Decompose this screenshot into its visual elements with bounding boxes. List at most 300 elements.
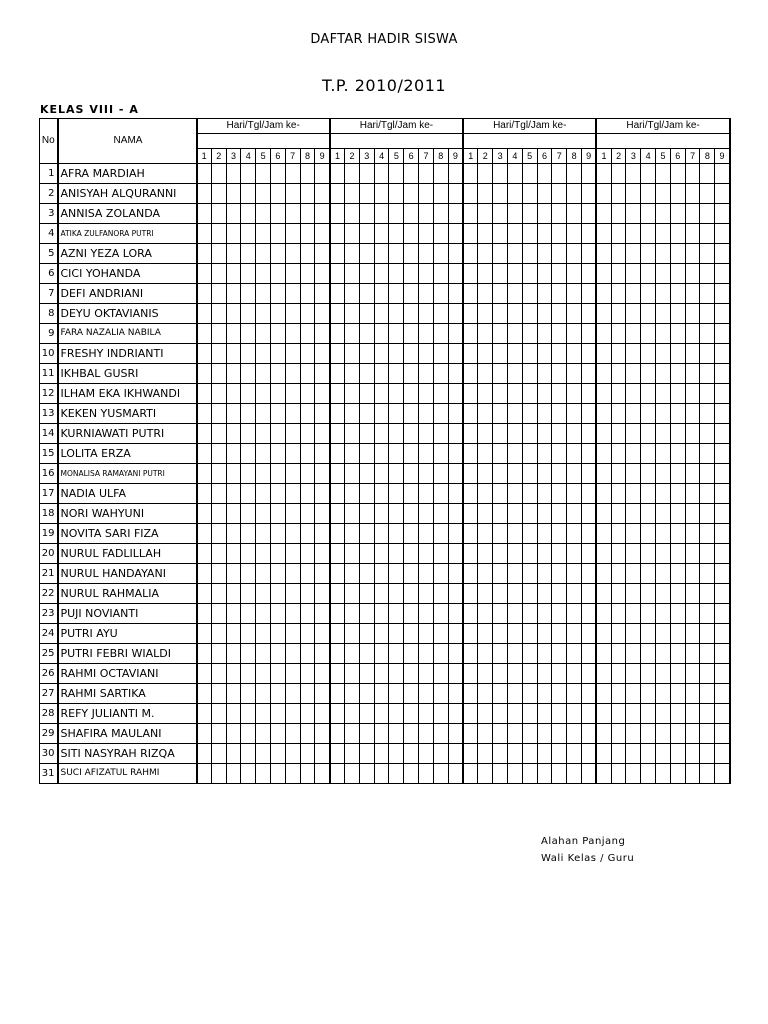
attendance-cell[interactable] — [345, 464, 360, 484]
attendance-cell[interactable] — [404, 184, 419, 204]
attendance-cell[interactable] — [241, 244, 256, 264]
attendance-cell[interactable] — [241, 664, 256, 684]
attendance-cell[interactable] — [596, 384, 611, 404]
attendance-cell[interactable] — [270, 264, 285, 284]
attendance-cell[interactable] — [715, 584, 730, 604]
attendance-cell[interactable] — [448, 684, 463, 704]
attendance-cell[interactable] — [552, 304, 567, 324]
attendance-cell[interactable] — [656, 644, 671, 664]
attendance-cell[interactable] — [700, 604, 715, 624]
attendance-cell[interactable] — [670, 624, 685, 644]
attendance-cell[interactable] — [345, 624, 360, 644]
attendance-cell[interactable] — [581, 384, 596, 404]
attendance-cell[interactable] — [656, 464, 671, 484]
attendance-cell[interactable] — [493, 304, 508, 324]
attendance-cell[interactable] — [345, 684, 360, 704]
attendance-cell[interactable] — [656, 524, 671, 544]
attendance-cell[interactable] — [715, 484, 730, 504]
attendance-cell[interactable] — [567, 184, 582, 204]
attendance-cell[interactable] — [493, 344, 508, 364]
attendance-cell[interactable] — [463, 484, 478, 504]
attendance-cell[interactable] — [567, 204, 582, 224]
attendance-cell[interactable] — [656, 364, 671, 384]
attendance-cell[interactable] — [197, 484, 212, 504]
attendance-cell[interactable] — [626, 384, 641, 404]
attendance-cell[interactable] — [345, 724, 360, 744]
attendance-cell[interactable] — [463, 204, 478, 224]
attendance-cell[interactable] — [670, 764, 685, 784]
attendance-cell[interactable] — [359, 704, 374, 724]
attendance-cell[interactable] — [567, 384, 582, 404]
attendance-cell[interactable] — [374, 644, 389, 664]
attendance-cell[interactable] — [463, 384, 478, 404]
attendance-cell[interactable] — [315, 204, 330, 224]
attendance-cell[interactable] — [270, 604, 285, 624]
attendance-cell[interactable] — [330, 204, 345, 224]
attendance-cell[interactable] — [463, 644, 478, 664]
attendance-cell[interactable] — [611, 664, 626, 684]
attendance-cell[interactable] — [478, 704, 493, 724]
attendance-cell[interactable] — [537, 724, 552, 744]
attendance-cell[interactable] — [507, 764, 522, 784]
attendance-cell[interactable] — [211, 284, 226, 304]
attendance-cell[interactable] — [404, 624, 419, 644]
attendance-cell[interactable] — [315, 744, 330, 764]
attendance-cell[interactable] — [478, 224, 493, 244]
attendance-cell[interactable] — [256, 304, 271, 324]
attendance-cell[interactable] — [611, 424, 626, 444]
attendance-cell[interactable] — [389, 564, 404, 584]
attendance-cell[interactable] — [448, 724, 463, 744]
attendance-cell[interactable] — [478, 764, 493, 784]
attendance-cell[interactable] — [315, 524, 330, 544]
attendance-cell[interactable] — [611, 464, 626, 484]
attendance-cell[interactable] — [359, 624, 374, 644]
attendance-cell[interactable] — [493, 684, 508, 704]
attendance-cell[interactable] — [641, 444, 656, 464]
attendance-cell[interactable] — [330, 524, 345, 544]
attendance-cell[interactable] — [700, 684, 715, 704]
attendance-cell[interactable] — [345, 444, 360, 464]
attendance-cell[interactable] — [596, 204, 611, 224]
attendance-cell[interactable] — [478, 644, 493, 664]
attendance-cell[interactable] — [404, 604, 419, 624]
attendance-cell[interactable] — [685, 304, 700, 324]
attendance-cell[interactable] — [241, 224, 256, 244]
attendance-cell[interactable] — [419, 284, 434, 304]
attendance-cell[interactable] — [522, 204, 537, 224]
attendance-cell[interactable] — [478, 204, 493, 224]
attendance-cell[interactable] — [641, 204, 656, 224]
attendance-cell[interactable] — [448, 184, 463, 204]
attendance-cell[interactable] — [641, 604, 656, 624]
attendance-cell[interactable] — [433, 704, 448, 724]
attendance-cell[interactable] — [685, 664, 700, 684]
attendance-cell[interactable] — [241, 704, 256, 724]
attendance-cell[interactable] — [522, 524, 537, 544]
attendance-cell[interactable] — [522, 464, 537, 484]
attendance-cell[interactable] — [700, 164, 715, 184]
attendance-cell[interactable] — [581, 284, 596, 304]
attendance-cell[interactable] — [522, 664, 537, 684]
attendance-cell[interactable] — [567, 324, 582, 344]
attendance-cell[interactable] — [419, 544, 434, 564]
attendance-cell[interactable] — [715, 624, 730, 644]
attendance-cell[interactable] — [670, 324, 685, 344]
attendance-cell[interactable] — [715, 264, 730, 284]
attendance-cell[interactable] — [433, 184, 448, 204]
attendance-cell[interactable] — [596, 344, 611, 364]
attendance-cell[interactable] — [641, 584, 656, 604]
attendance-cell[interactable] — [552, 344, 567, 364]
attendance-cell[interactable] — [359, 604, 374, 624]
attendance-cell[interactable] — [507, 344, 522, 364]
attendance-cell[interactable] — [315, 324, 330, 344]
attendance-cell[interactable] — [345, 244, 360, 264]
attendance-cell[interactable] — [330, 624, 345, 644]
attendance-cell[interactable] — [256, 424, 271, 444]
attendance-cell[interactable] — [226, 764, 241, 784]
attendance-cell[interactable] — [493, 544, 508, 564]
attendance-cell[interactable] — [641, 384, 656, 404]
attendance-cell[interactable] — [581, 484, 596, 504]
attendance-cell[interactable] — [463, 524, 478, 544]
attendance-cell[interactable] — [552, 164, 567, 184]
attendance-cell[interactable] — [700, 444, 715, 464]
attendance-cell[interactable] — [300, 364, 315, 384]
attendance-cell[interactable] — [685, 164, 700, 184]
attendance-cell[interactable] — [715, 764, 730, 784]
attendance-cell[interactable] — [670, 444, 685, 464]
attendance-cell[interactable] — [374, 464, 389, 484]
attendance-cell[interactable] — [552, 484, 567, 504]
attendance-cell[interactable] — [641, 164, 656, 184]
attendance-cell[interactable] — [626, 424, 641, 444]
attendance-cell[interactable] — [700, 624, 715, 644]
attendance-cell[interactable] — [211, 604, 226, 624]
attendance-cell[interactable] — [522, 304, 537, 324]
attendance-cell[interactable] — [389, 744, 404, 764]
attendance-cell[interactable] — [448, 244, 463, 264]
attendance-cell[interactable] — [300, 724, 315, 744]
attendance-cell[interactable] — [670, 304, 685, 324]
attendance-cell[interactable] — [670, 284, 685, 304]
attendance-cell[interactable] — [641, 424, 656, 444]
attendance-cell[interactable] — [581, 644, 596, 664]
attendance-cell[interactable] — [656, 224, 671, 244]
attendance-cell[interactable] — [226, 524, 241, 544]
attendance-cell[interactable] — [345, 504, 360, 524]
attendance-cell[interactable] — [330, 484, 345, 504]
attendance-cell[interactable] — [285, 604, 300, 624]
attendance-cell[interactable] — [611, 444, 626, 464]
attendance-cell[interactable] — [463, 164, 478, 184]
attendance-cell[interactable] — [270, 744, 285, 764]
attendance-cell[interactable] — [197, 504, 212, 524]
attendance-cell[interactable] — [537, 424, 552, 444]
attendance-cell[interactable] — [300, 384, 315, 404]
attendance-cell[interactable] — [552, 504, 567, 524]
attendance-cell[interactable] — [404, 264, 419, 284]
attendance-cell[interactable] — [389, 204, 404, 224]
attendance-cell[interactable] — [448, 624, 463, 644]
attendance-cell[interactable] — [463, 184, 478, 204]
attendance-cell[interactable] — [626, 484, 641, 504]
attendance-cell[interactable] — [404, 204, 419, 224]
attendance-cell[interactable] — [256, 184, 271, 204]
attendance-cell[interactable] — [345, 424, 360, 444]
attendance-cell[interactable] — [537, 484, 552, 504]
attendance-cell[interactable] — [448, 704, 463, 724]
attendance-cell[interactable] — [285, 164, 300, 184]
attendance-cell[interactable] — [581, 684, 596, 704]
attendance-cell[interactable] — [433, 684, 448, 704]
attendance-cell[interactable] — [226, 624, 241, 644]
attendance-cell[interactable] — [241, 524, 256, 544]
attendance-cell[interactable] — [419, 644, 434, 664]
attendance-cell[interactable] — [581, 584, 596, 604]
attendance-cell[interactable] — [552, 184, 567, 204]
attendance-cell[interactable] — [493, 444, 508, 464]
attendance-cell[interactable] — [641, 764, 656, 784]
attendance-cell[interactable] — [330, 284, 345, 304]
attendance-cell[interactable] — [389, 724, 404, 744]
attendance-cell[interactable] — [345, 704, 360, 724]
attendance-cell[interactable] — [211, 564, 226, 584]
attendance-cell[interactable] — [359, 584, 374, 604]
attendance-cell[interactable] — [226, 464, 241, 484]
attendance-cell[interactable] — [300, 704, 315, 724]
attendance-cell[interactable] — [493, 744, 508, 764]
attendance-cell[interactable] — [552, 744, 567, 764]
attendance-cell[interactable] — [256, 324, 271, 344]
attendance-cell[interactable] — [626, 564, 641, 584]
attendance-cell[interactable] — [685, 404, 700, 424]
attendance-cell[interactable] — [478, 184, 493, 204]
attendance-cell[interactable] — [197, 644, 212, 664]
attendance-cell[interactable] — [359, 404, 374, 424]
attendance-cell[interactable] — [685, 464, 700, 484]
attendance-cell[interactable] — [226, 324, 241, 344]
attendance-cell[interactable] — [478, 264, 493, 284]
attendance-cell[interactable] — [626, 764, 641, 784]
attendance-cell[interactable] — [537, 684, 552, 704]
attendance-cell[interactable] — [285, 564, 300, 584]
attendance-cell[interactable] — [359, 184, 374, 204]
attendance-cell[interactable] — [330, 324, 345, 344]
attendance-cell[interactable] — [656, 484, 671, 504]
attendance-cell[interactable] — [581, 164, 596, 184]
attendance-cell[interactable] — [493, 324, 508, 344]
attendance-cell[interactable] — [241, 484, 256, 504]
attendance-cell[interactable] — [241, 624, 256, 644]
attendance-cell[interactable] — [670, 504, 685, 524]
attendance-cell[interactable] — [493, 484, 508, 504]
attendance-cell[interactable] — [389, 604, 404, 624]
attendance-cell[interactable] — [211, 184, 226, 204]
attendance-cell[interactable] — [611, 644, 626, 664]
attendance-cell[interactable] — [404, 444, 419, 464]
attendance-cell[interactable] — [419, 664, 434, 684]
attendance-cell[interactable] — [641, 284, 656, 304]
attendance-cell[interactable] — [419, 404, 434, 424]
attendance-cell[interactable] — [685, 724, 700, 744]
attendance-cell[interactable] — [448, 584, 463, 604]
attendance-cell[interactable] — [670, 464, 685, 484]
attendance-cell[interactable] — [611, 764, 626, 784]
attendance-cell[interactable] — [404, 344, 419, 364]
attendance-cell[interactable] — [715, 244, 730, 264]
attendance-cell[interactable] — [419, 244, 434, 264]
attendance-cell[interactable] — [463, 424, 478, 444]
attendance-cell[interactable] — [700, 184, 715, 204]
attendance-cell[interactable] — [670, 744, 685, 764]
attendance-cell[interactable] — [656, 564, 671, 584]
attendance-cell[interactable] — [241, 504, 256, 524]
attendance-cell[interactable] — [611, 204, 626, 224]
attendance-cell[interactable] — [256, 624, 271, 644]
attendance-cell[interactable] — [670, 664, 685, 684]
attendance-cell[interactable] — [433, 344, 448, 364]
attendance-cell[interactable] — [389, 704, 404, 724]
attendance-cell[interactable] — [197, 524, 212, 544]
attendance-cell[interactable] — [300, 324, 315, 344]
attendance-cell[interactable] — [507, 564, 522, 584]
attendance-cell[interactable] — [493, 764, 508, 784]
attendance-cell[interactable] — [656, 604, 671, 624]
attendance-cell[interactable] — [389, 624, 404, 644]
attendance-cell[interactable] — [330, 684, 345, 704]
attendance-cell[interactable] — [419, 684, 434, 704]
attendance-cell[interactable] — [433, 624, 448, 644]
attendance-cell[interactable] — [256, 264, 271, 284]
attendance-cell[interactable] — [404, 384, 419, 404]
attendance-cell[interactable] — [315, 344, 330, 364]
attendance-cell[interactable] — [522, 264, 537, 284]
attendance-cell[interactable] — [315, 404, 330, 424]
attendance-cell[interactable] — [715, 444, 730, 464]
attendance-cell[interactable] — [522, 364, 537, 384]
attendance-cell[interactable] — [478, 664, 493, 684]
attendance-cell[interactable] — [596, 624, 611, 644]
attendance-cell[interactable] — [270, 564, 285, 584]
attendance-cell[interactable] — [241, 164, 256, 184]
attendance-cell[interactable] — [374, 424, 389, 444]
attendance-cell[interactable] — [330, 704, 345, 724]
attendance-cell[interactable] — [493, 524, 508, 544]
attendance-cell[interactable] — [285, 364, 300, 384]
attendance-cell[interactable] — [537, 404, 552, 424]
attendance-cell[interactable] — [670, 424, 685, 444]
attendance-cell[interactable] — [656, 284, 671, 304]
attendance-cell[interactable] — [507, 484, 522, 504]
attendance-cell[interactable] — [670, 704, 685, 724]
attendance-cell[interactable] — [567, 304, 582, 324]
attendance-cell[interactable] — [241, 184, 256, 204]
attendance-cell[interactable] — [552, 244, 567, 264]
attendance-cell[interactable] — [611, 164, 626, 184]
attendance-cell[interactable] — [537, 644, 552, 664]
attendance-cell[interactable] — [211, 224, 226, 244]
attendance-cell[interactable] — [404, 524, 419, 544]
attendance-cell[interactable] — [197, 364, 212, 384]
attendance-cell[interactable] — [715, 364, 730, 384]
attendance-cell[interactable] — [626, 624, 641, 644]
attendance-cell[interactable] — [359, 544, 374, 564]
attendance-cell[interactable] — [374, 484, 389, 504]
attendance-cell[interactable] — [389, 404, 404, 424]
attendance-cell[interactable] — [596, 724, 611, 744]
attendance-cell[interactable] — [463, 324, 478, 344]
attendance-cell[interactable] — [448, 544, 463, 564]
attendance-cell[interactable] — [197, 264, 212, 284]
attendance-cell[interactable] — [670, 384, 685, 404]
attendance-cell[interactable] — [656, 764, 671, 784]
attendance-cell[interactable] — [345, 164, 360, 184]
attendance-cell[interactable] — [197, 704, 212, 724]
attendance-cell[interactable] — [256, 204, 271, 224]
attendance-cell[interactable] — [670, 224, 685, 244]
attendance-cell[interactable] — [685, 324, 700, 344]
attendance-cell[interactable] — [359, 564, 374, 584]
attendance-cell[interactable] — [330, 504, 345, 524]
attendance-cell[interactable] — [448, 604, 463, 624]
attendance-cell[interactable] — [700, 324, 715, 344]
attendance-cell[interactable] — [493, 384, 508, 404]
attendance-cell[interactable] — [330, 544, 345, 564]
attendance-cell[interactable] — [315, 244, 330, 264]
attendance-cell[interactable] — [197, 404, 212, 424]
attendance-cell[interactable] — [478, 584, 493, 604]
attendance-cell[interactable] — [300, 504, 315, 524]
attendance-cell[interactable] — [389, 684, 404, 704]
attendance-cell[interactable] — [433, 204, 448, 224]
attendance-cell[interactable] — [596, 424, 611, 444]
attendance-cell[interactable] — [330, 244, 345, 264]
attendance-cell[interactable] — [507, 644, 522, 664]
attendance-cell[interactable] — [552, 324, 567, 344]
attendance-cell[interactable] — [626, 184, 641, 204]
attendance-cell[interactable] — [656, 704, 671, 724]
attendance-cell[interactable] — [700, 484, 715, 504]
attendance-cell[interactable] — [226, 344, 241, 364]
attendance-cell[interactable] — [374, 184, 389, 204]
attendance-cell[interactable] — [256, 684, 271, 704]
attendance-cell[interactable] — [300, 584, 315, 604]
attendance-cell[interactable] — [345, 604, 360, 624]
attendance-cell[interactable] — [389, 644, 404, 664]
attendance-cell[interactable] — [700, 584, 715, 604]
attendance-cell[interactable] — [493, 224, 508, 244]
attendance-cell[interactable] — [300, 264, 315, 284]
attendance-cell[interactable] — [345, 404, 360, 424]
attendance-cell[interactable] — [478, 624, 493, 644]
attendance-cell[interactable] — [389, 444, 404, 464]
attendance-cell[interactable] — [596, 764, 611, 784]
attendance-cell[interactable] — [419, 764, 434, 784]
attendance-cell[interactable] — [567, 224, 582, 244]
attendance-cell[interactable] — [270, 404, 285, 424]
attendance-cell[interactable] — [626, 224, 641, 244]
attendance-cell[interactable] — [522, 724, 537, 744]
attendance-cell[interactable] — [478, 284, 493, 304]
attendance-cell[interactable] — [345, 284, 360, 304]
attendance-cell[interactable] — [552, 284, 567, 304]
attendance-cell[interactable] — [552, 404, 567, 424]
attendance-cell[interactable] — [478, 324, 493, 344]
attendance-cell[interactable] — [256, 604, 271, 624]
attendance-cell[interactable] — [404, 764, 419, 784]
